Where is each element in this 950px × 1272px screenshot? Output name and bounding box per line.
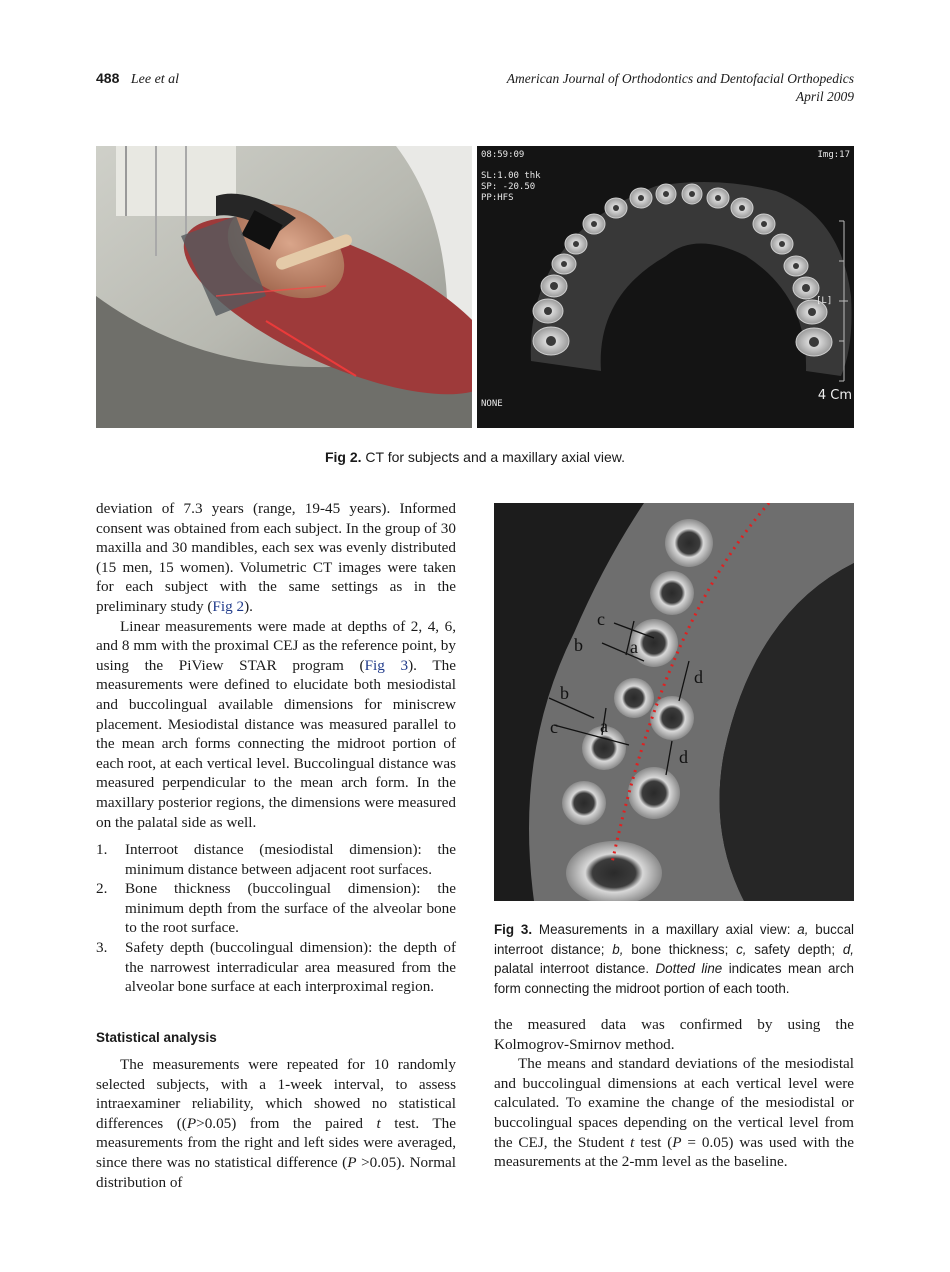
issue-date: April 2009 — [795, 89, 854, 104]
ct-slice-position: SP: -20.50 — [481, 182, 536, 192]
figure-3-caption — [494, 920, 854, 998]
figure-3-link[interactable]: Fig 3 — [364, 656, 409, 674]
ct-window-label: NONE — [481, 399, 503, 409]
paragraph-text: = 0.05) was used with the measurements at the 2-mm level as the baseline. — [494, 1133, 854, 1171]
caption-text: palatal interroot distance. — [494, 961, 656, 977]
caption-term: Dotted line — [655, 961, 723, 977]
author-line: Lee et al — [130, 72, 180, 87]
caption-text: Measurements in a maxillary axial view: — [532, 922, 798, 937]
ct-slice-thickness: SL:1.00 thk — [481, 171, 541, 181]
figure-2-image — [96, 146, 854, 428]
journal-name: American Journal of Orthodontics and Dentofacial Orthopedics — [506, 71, 854, 86]
paragraph-text: deviation of 7.3 years (range, 19-45 years). Informed consent was obtained from each subject. In the group of 30 maxilla and 30 mandibles, each sex was evenly distributed (15 men, 15 women). Volumetric CT images were taken for each subject with the same settings as in the preliminary study ( — [96, 500, 456, 615]
caption-text: bone thickness; — [623, 941, 737, 957]
paragraph-text: test. The measurements from the right and left sides were averaged, since there was no statistical difference ( — [96, 1114, 456, 1171]
list-item-text: Interroot distance (mesiodistal dimension): the minimum distance between adjacent root surfaces. — [125, 841, 456, 878]
caption-term: d, — [842, 941, 854, 957]
list-number: 3. — [96, 939, 108, 957]
label-d-lower: d — [679, 747, 688, 767]
caption-term: a, — [797, 922, 809, 937]
list-number: 2. — [96, 880, 108, 898]
label-a-upper: a — [630, 637, 638, 657]
label-d-upper: d — [694, 667, 703, 687]
ct-time: 08:59:09 — [481, 150, 525, 160]
caption-term: b, — [612, 941, 624, 957]
list-item — [96, 879, 456, 938]
p-value-symbol: P — [347, 1153, 357, 1171]
paragraph-text: ). The measurements were defined to elucidate both mesiodistal and buccolingual available dimensions for miniscrew placement. Mesiodistal distance was measured parallel to the mean arch forms connecting the midroot portion of each root, at each vertical level. Buccolingual distance was measured perpendicular to the mean arch form. In the maxillary posterior regions, the dimensions were measured on the palatal side as well. — [96, 656, 456, 831]
left-column — [96, 499, 456, 997]
figure-3 — [494, 503, 854, 901]
label-b-lower: b — [560, 683, 569, 703]
p-value-symbol: P — [672, 1133, 682, 1151]
paragraph-normality-test: the measured data was confirmed by using the Kolmogrov-Smirnov method. — [494, 1016, 854, 1053]
label-c-lower: c — [550, 717, 558, 737]
paragraph-text: test ( — [634, 1133, 673, 1151]
right-column — [494, 1015, 854, 1172]
list-number: 1. — [96, 841, 108, 859]
p-value-symbol: P — [186, 1114, 197, 1132]
paragraph-text: The measurements were repeated for 10 randomly selected subjects, with a 1-week interval, to assess intraexaminer reliability, which showed no statistical differences ( — [96, 1056, 456, 1132]
ct-side-marker: [L] — [816, 296, 833, 306]
figure-2 — [96, 146, 854, 428]
figure-2-link[interactable]: Fig 2 — [212, 597, 245, 615]
paragraph-statistical-analysis: The measurements were repeated for 10 randomly selected subjects, with a 1-week interval, to assess intraexaminer reliability, which showed no statistical differences ((P>0.05) from the paired t test. The measurements from the right and left sides were averaged, since there was no statistical difference (P >0.05). Normal distribution of — [96, 1056, 456, 1191]
section-heading-statistical-analysis: Statistical analysis — [96, 1030, 217, 1045]
figure-2-caption — [0, 449, 950, 465]
paragraph-linear-measurements — [96, 617, 456, 833]
caption-text: indicates mean arch form connecting the midroot portion of each tooth. — [494, 961, 854, 996]
ct-scale-label: 4 Cm — [817, 388, 852, 403]
paragraph-text: >0.05). Normal distribution of — [96, 1153, 456, 1191]
list-item — [96, 840, 456, 879]
paragraph-means-sd — [494, 1054, 854, 1172]
figure-2-label: Fig 2. — [324, 449, 362, 465]
ct-image-number: Img:17 — [817, 150, 850, 160]
caption-term: c, — [736, 941, 747, 957]
running-header-left — [96, 70, 179, 88]
label-c-upper: c — [597, 609, 605, 629]
statistical-analysis-section — [96, 1055, 456, 1192]
paragraph-text: >0.05) from the paired — [196, 1114, 377, 1132]
figure-3-label: Fig 3. — [494, 922, 533, 937]
subject-photo — [96, 146, 521, 428]
t-symbol: t — [630, 1133, 635, 1151]
label-b-upper: b — [574, 635, 583, 655]
ct-patient-position: PP:HFS — [481, 193, 514, 203]
page-number: 488 — [96, 70, 120, 86]
list-item — [96, 938, 456, 997]
paragraph-informed-consent — [96, 499, 456, 617]
paragraph-text: ). — [244, 597, 253, 615]
list-item-text: Bone thickness (buccolingual dimension): the minimum depth from the surface of the alveolar bone to the root surface. — [125, 880, 456, 937]
caption-text: safety depth; — [746, 941, 843, 957]
paragraph-text: The means and standard deviations of the mesiodistal and buccolingual dimensions at each vertical level were calculated. To examine the change of the mesiodistal or buccolingual spaces depending on the vertical level from the CEJ, the Student — [494, 1055, 854, 1151]
t-symbol: t — [376, 1114, 381, 1132]
list-item-text: Safety depth (buccolingual dimension): the depth of the narrowest interradicular area measured from the alveolar bone surface at each interproximal region. — [125, 939, 456, 996]
paragraph-text: Linear measurements were made at depths of 2, 4, 6, and 8 mm with the proximal CEJ as the reference point, by using the PiView STAR program ( — [96, 617, 456, 674]
measurement-definitions-list — [96, 840, 456, 997]
ct-axial-image — [477, 146, 854, 428]
running-header-right — [507, 70, 854, 106]
figure-2-caption-text: CT for subjects and a maxillary axial view. — [361, 449, 626, 465]
caption-text: buccal interroot distance; — [494, 922, 854, 957]
label-a-lower: a — [600, 716, 608, 736]
figure-3-image — [494, 503, 854, 901]
